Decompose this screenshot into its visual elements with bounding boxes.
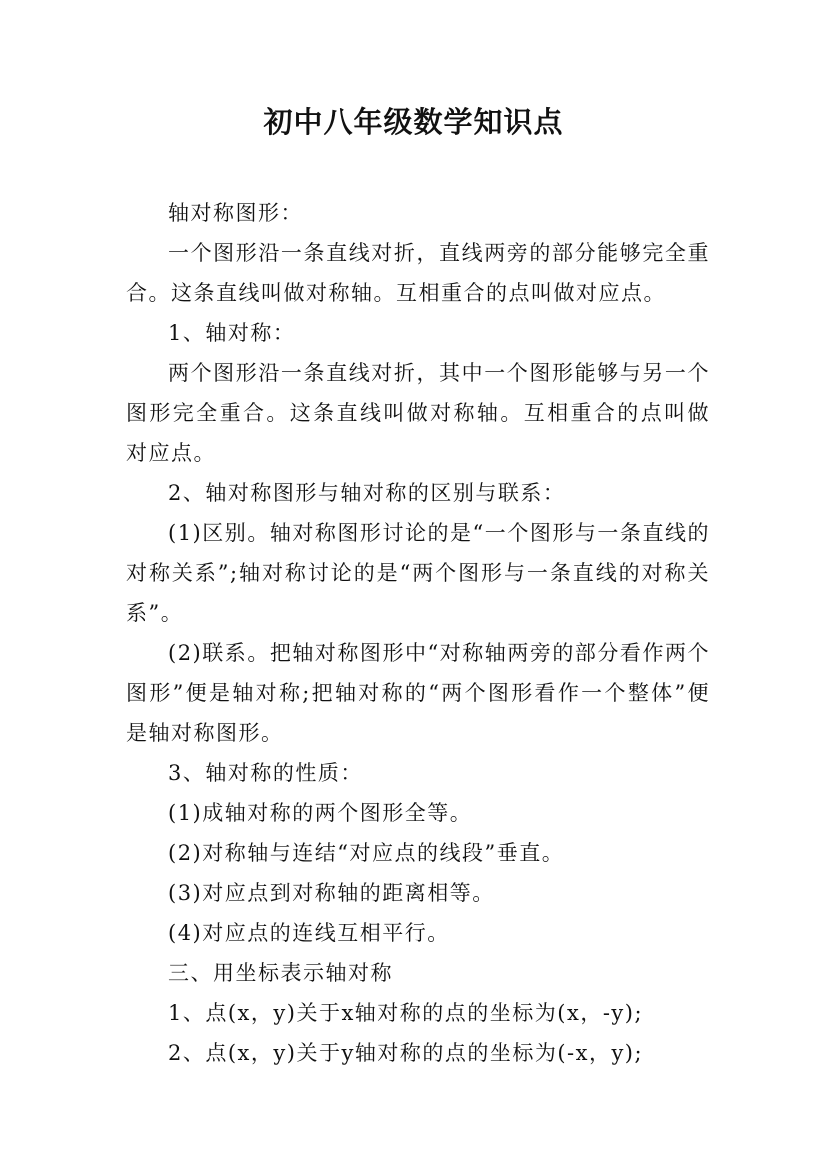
paragraph-definition-symmetry: 两个图形沿一条直线对折，其中一个图形能够与另一个图形完全重合。这条直线叫做对称轴。互相重合的点叫做对应点。	[126, 361, 710, 465]
paragraph-property-1: (1)成轴对称的两个图形全等。	[168, 801, 473, 825]
paragraph-coordinate-rule-x: 1、点(x，y)关于x轴对称的点的坐标为(x，-y);	[168, 1001, 644, 1025]
document-body	[126, 193, 710, 1073]
paragraph-property-3: (3)对应点到对称轴的距离相等。	[168, 881, 495, 905]
paragraph-heading-difference-relation: 2、轴对称图形与轴对称的区别与联系：	[168, 481, 566, 505]
paragraph-heading-properties: 3、轴对称的性质：	[168, 761, 363, 785]
paragraph-heading-axial-symmetry: 1、轴对称：	[168, 321, 296, 345]
paragraph-heading-axial-symmetric-figure: 轴对称图形：	[168, 201, 303, 225]
page-title: 初中八年级数学知识点	[263, 105, 564, 139]
paragraph-difference: (1)区别。轴对称图形讨论的是“一个图形与一条直线的对称关系”;轴对称讨论的是“两个图形与一条直线的对称关系”。	[126, 521, 710, 625]
paragraph-property-2: (2)对称轴与连结“对应点的线段”垂直。	[168, 841, 565, 865]
paragraph-property-4: (4)对应点的连线互相平行。	[168, 921, 450, 945]
paragraph-heading-coordinates: 三、用坐标表示轴对称	[168, 961, 393, 985]
paragraph-relation: (2)联系。把轴对称图形中“对称轴两旁的部分看作两个图形”便是轴对称;把轴对称的“两个图形看作一个整体”便是轴对称图形。	[126, 641, 710, 745]
paragraph-coordinate-rule-y: 2、点(x，y)关于y轴对称的点的坐标为(-x，y);	[168, 1041, 644, 1065]
paragraph-definition-figure: 一个图形沿一条直线对折，直线两旁的部分能够完全重合。这条直线叫做对称轴。互相重合的点叫做对应点。	[126, 241, 710, 305]
